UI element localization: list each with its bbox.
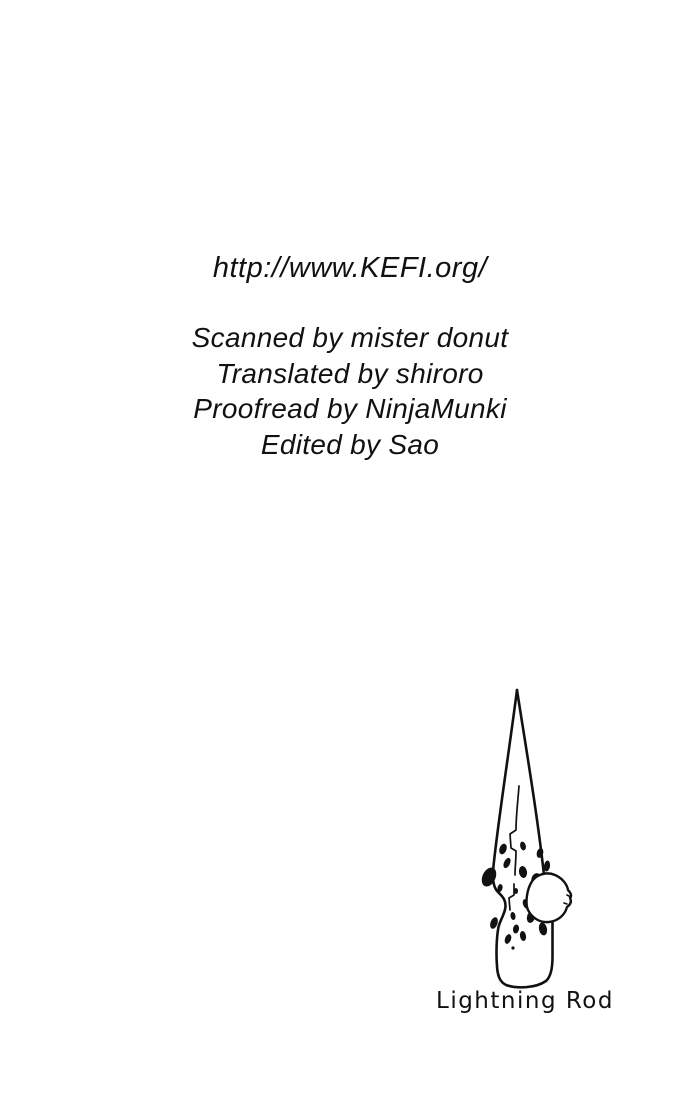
illustration-caption: Lightning Rod — [436, 988, 614, 1014]
credit-scanner: Scanned by mister donut — [191, 322, 509, 353]
lightning-rod-icon — [430, 680, 630, 1000]
credit-proofreader: Proofread by NinjaMunki — [193, 393, 507, 424]
website-url: http://www.KEFI.org/ — [212, 252, 488, 284]
credit-translator: Translated by shiroro — [216, 357, 484, 389]
rod-knob — [527, 873, 571, 922]
credit-editor: Edited by Sao — [260, 428, 440, 460]
credits-block — [0, 320, 700, 462]
